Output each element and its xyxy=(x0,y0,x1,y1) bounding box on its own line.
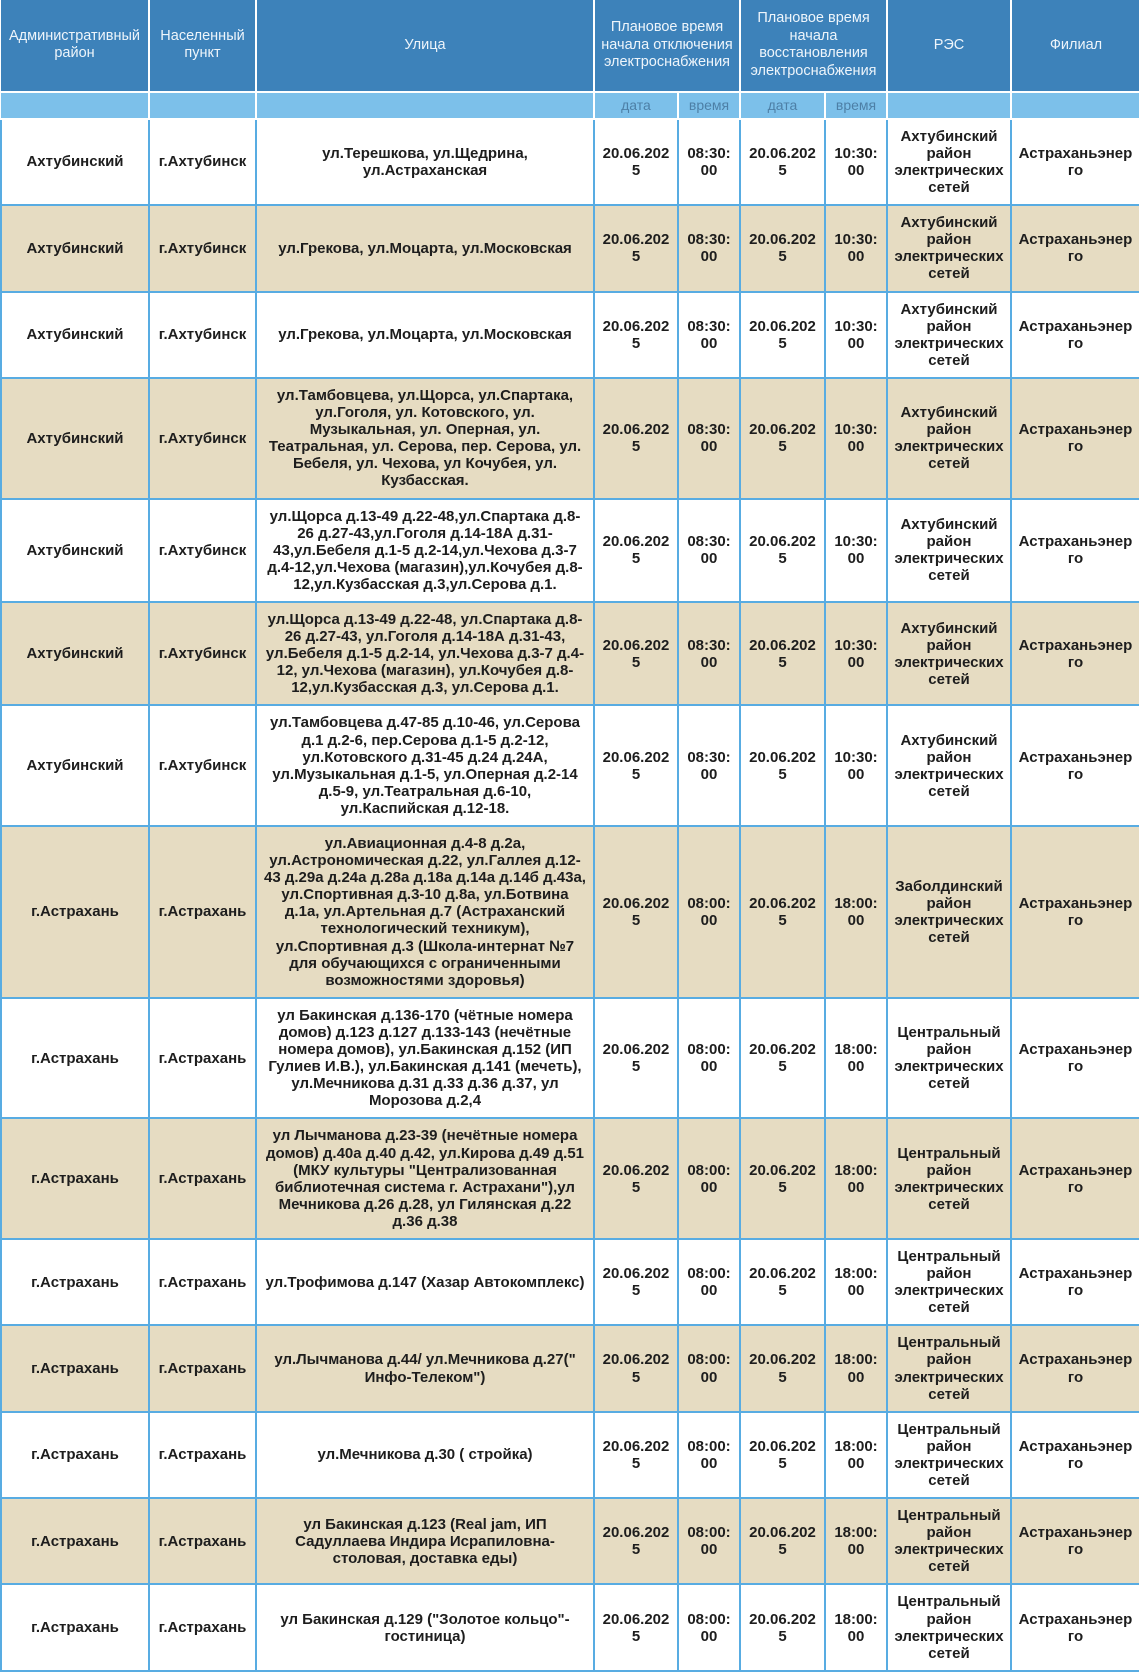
cell-off-date: 20.06.2025 xyxy=(594,499,678,602)
cell-off-date: 20.06.2025 xyxy=(594,119,678,205)
cell-off-time: 08:00:00 xyxy=(678,1239,740,1325)
subheader-row xyxy=(1,92,1139,119)
cell-rest-time: 18:00:00 xyxy=(825,1584,887,1670)
table-row xyxy=(1,705,1139,826)
cell-branch: Астраханьэнерго xyxy=(1011,1584,1139,1670)
cell-off-time: 08:00:00 xyxy=(678,1412,740,1498)
cell-street: ул.Щорса д.13-49 д.22-48, ул.Спартака д.8-26 д.27-43, ул.Гоголя д.14-18А д.31-43, ул.Бебеля д.1-5 д.2-14, ул.Чехова д.3-7 д.4-12, ул.Чехова (магазин), ул.Кочубея д.8-12,ул.Кузбасская д.3, ул.Серова д.1. xyxy=(256,602,594,705)
cell-off-time: 08:30:00 xyxy=(678,378,740,499)
cell-district: г.Астрахань xyxy=(1,998,149,1119)
cell-off-time: 08:00:00 xyxy=(678,1498,740,1584)
table-row xyxy=(1,499,1139,602)
cell-res: Ахтубинский район электрических сетей xyxy=(887,705,1011,826)
cell-res: Центральный район электрических сетей xyxy=(887,1498,1011,1584)
cell-res: Ахтубинский район электрических сетей xyxy=(887,378,1011,499)
cell-res: Центральный район электрических сетей xyxy=(887,998,1011,1119)
subheader-empty xyxy=(887,92,1011,119)
subheader-off-date: дата xyxy=(594,92,678,119)
cell-settlement: г.Ахтубинск xyxy=(149,602,256,705)
col-outage-start: Плановое время начала отключения электроснабжения xyxy=(594,0,740,92)
cell-rest-time: 10:30:00 xyxy=(825,119,887,205)
cell-rest-time: 10:30:00 xyxy=(825,378,887,499)
cell-res: Ахтубинский район электрических сетей xyxy=(887,602,1011,705)
cell-settlement: г.Ахтубинск xyxy=(149,292,256,378)
cell-off-date: 20.06.2025 xyxy=(594,1498,678,1584)
table-row xyxy=(1,998,1139,1119)
cell-rest-date: 20.06.2025 xyxy=(740,499,825,602)
cell-district: г.Астрахань xyxy=(1,826,149,998)
cell-street: ул.Щорса д.13-49 д.22-48,ул.Спартака д.8-26 д.27-43,ул.Гоголя д.14-18А д.31-43,ул.Бебеля д.1-5 д.2-14,ул.Чехова д.3-7 д.4-12,ул.Чехова (магазин),ул.Кочубея д.8-12,ул.Кузбасская д.3,ул.Серова д.1. xyxy=(256,499,594,602)
table-row xyxy=(1,1239,1139,1325)
cell-rest-date: 20.06.2025 xyxy=(740,1118,825,1239)
cell-settlement: г.Астрахань xyxy=(149,1412,256,1498)
cell-rest-time: 10:30:00 xyxy=(825,205,887,291)
cell-res: Центральный район электрических сетей xyxy=(887,1118,1011,1239)
cell-off-date: 20.06.2025 xyxy=(594,998,678,1119)
cell-off-date: 20.06.2025 xyxy=(594,826,678,998)
table-row xyxy=(1,826,1139,998)
cell-district: г.Астрахань xyxy=(1,1325,149,1411)
cell-branch: Астраханьэнерго xyxy=(1011,499,1139,602)
cell-off-time: 08:00:00 xyxy=(678,998,740,1119)
cell-off-time: 08:00:00 xyxy=(678,1584,740,1670)
cell-rest-date: 20.06.2025 xyxy=(740,1498,825,1584)
cell-branch: Астраханьэнерго xyxy=(1011,602,1139,705)
cell-off-time: 08:30:00 xyxy=(678,705,740,826)
cell-res: Ахтубинский район электрических сетей xyxy=(887,292,1011,378)
table-row xyxy=(1,292,1139,378)
cell-off-date: 20.06.2025 xyxy=(594,1239,678,1325)
cell-street: ул.Тамбовцева д.47-85 д.10-46, ул.Серова д.1 д.2-6, пер.Серова д.1-5 д.2-12, ул.Котовского д.31-45 д.24 д.24А, ул.Музыкальная д.1-5, ул.Оперная д.2-14 д.5-9, ул.Театральная д.6-10, ул.Каспийская д.12-18. xyxy=(256,705,594,826)
cell-street: ул.Авиационная д.4-8 д.2а, ул.Астрономическая д.22, ул.Галлея д.12-43 д.29а д.24а д.28а д.18а д.14а д.14б д.43а, ул.Спортивная д.3-10 д.8а, ул.Ботвина д.1а, ул.Артельная д.7 (Астраханский технологический техникум), ул.Спортивная д.3 (Школа-интернат №7 для обучающихся с ограниченными возможностями здоровья) xyxy=(256,826,594,998)
cell-street: ул.Тамбовцева, ул.Щорса, ул.Спартака, ул.Гоголя, ул. Котовского, ул. Музыкальная, ул. Оперная, ул. Театральная, ул. Серова, пер. Серова, ул. Бебеля, ул. Чехова, ул Кочубея, ул. Кузбасская. xyxy=(256,378,594,499)
cell-settlement: г.Ахтубинск xyxy=(149,499,256,602)
cell-off-date: 20.06.2025 xyxy=(594,705,678,826)
table-row xyxy=(1,1325,1139,1411)
cell-rest-date: 20.06.2025 xyxy=(740,705,825,826)
cell-branch: Астраханьэнерго xyxy=(1011,1498,1139,1584)
cell-off-time: 08:30:00 xyxy=(678,205,740,291)
subheader-empty xyxy=(1011,92,1139,119)
cell-off-time: 08:30:00 xyxy=(678,119,740,205)
subheader-empty xyxy=(149,92,256,119)
cell-district: Ахтубинский xyxy=(1,119,149,205)
cell-rest-date: 20.06.2025 xyxy=(740,602,825,705)
cell-off-date: 20.06.2025 xyxy=(594,1325,678,1411)
cell-res: Заболдинский район электрических сетей xyxy=(887,826,1011,998)
cell-off-time: 08:30:00 xyxy=(678,602,740,705)
cell-rest-date: 20.06.2025 xyxy=(740,998,825,1119)
col-street: Улица xyxy=(256,0,594,92)
cell-district: г.Астрахань xyxy=(1,1118,149,1239)
cell-rest-time: 18:00:00 xyxy=(825,1239,887,1325)
cell-district: Ахтубинский xyxy=(1,292,149,378)
cell-settlement: г.Ахтубинск xyxy=(149,705,256,826)
cell-district: Ахтубинский xyxy=(1,602,149,705)
cell-off-date: 20.06.2025 xyxy=(594,1412,678,1498)
cell-branch: Астраханьэнерго xyxy=(1011,1239,1139,1325)
cell-res: Центральный район электрических сетей xyxy=(887,1325,1011,1411)
cell-district: Ахтубинский xyxy=(1,705,149,826)
table-row xyxy=(1,602,1139,705)
subheader-rest-date: дата xyxy=(740,92,825,119)
cell-rest-date: 20.06.2025 xyxy=(740,1239,825,1325)
cell-off-date: 20.06.2025 xyxy=(594,1584,678,1670)
cell-settlement: г.Астрахань xyxy=(149,1584,256,1670)
subheader-off-time: время xyxy=(678,92,740,119)
subheader-rest-time: время xyxy=(825,92,887,119)
cell-rest-date: 20.06.2025 xyxy=(740,378,825,499)
cell-branch: Астраханьэнерго xyxy=(1011,705,1139,826)
table-row xyxy=(1,1584,1139,1670)
col-settlement: Населенный пункт xyxy=(149,0,256,92)
cell-branch: Астраханьэнерго xyxy=(1011,119,1139,205)
cell-settlement: г.Астрахань xyxy=(149,1498,256,1584)
cell-rest-time: 18:00:00 xyxy=(825,826,887,998)
table-row xyxy=(1,1498,1139,1584)
cell-street: ул Бакинская д.129 ("Золотое кольцо"- гостиница) xyxy=(256,1584,594,1670)
cell-off-date: 20.06.2025 xyxy=(594,292,678,378)
cell-res: Центральный район электрических сетей xyxy=(887,1584,1011,1670)
table-body xyxy=(1,119,1139,1671)
cell-off-date: 20.06.2025 xyxy=(594,1118,678,1239)
cell-rest-time: 18:00:00 xyxy=(825,1498,887,1584)
subheader-empty xyxy=(1,92,149,119)
cell-off-time: 08:30:00 xyxy=(678,499,740,602)
col-restore-start: Плановое время начала восстановления электроснабжения xyxy=(740,0,887,92)
table-row xyxy=(1,1118,1139,1239)
table-row xyxy=(1,1412,1139,1498)
cell-district: Ахтубинский xyxy=(1,205,149,291)
cell-rest-time: 18:00:00 xyxy=(825,1118,887,1239)
cell-rest-date: 20.06.2025 xyxy=(740,1584,825,1670)
cell-rest-date: 20.06.2025 xyxy=(740,1412,825,1498)
cell-rest-time: 18:00:00 xyxy=(825,1325,887,1411)
cell-branch: Астраханьэнерго xyxy=(1011,998,1139,1119)
cell-rest-date: 20.06.2025 xyxy=(740,119,825,205)
cell-res: Ахтубинский район электрических сетей xyxy=(887,499,1011,602)
table-row xyxy=(1,205,1139,291)
cell-rest-time: 10:30:00 xyxy=(825,499,887,602)
cell-branch: Астраханьэнерго xyxy=(1011,1325,1139,1411)
cell-rest-time: 10:30:00 xyxy=(825,602,887,705)
cell-district: Ахтубинский xyxy=(1,499,149,602)
cell-off-time: 08:00:00 xyxy=(678,1325,740,1411)
cell-street: ул.Грекова, ул.Моцарта, ул.Московская xyxy=(256,292,594,378)
col-res: РЭС xyxy=(887,0,1011,92)
cell-street: ул Бакинская д.123 (Real jam, ИП Садуллаева Индира Исрапиловна- столовая, доставка еды) xyxy=(256,1498,594,1584)
cell-district: Ахтубинский xyxy=(1,378,149,499)
cell-res: Ахтубинский район электрических сетей xyxy=(887,205,1011,291)
cell-settlement: г.Астрахань xyxy=(149,1239,256,1325)
cell-branch: Астраханьэнерго xyxy=(1011,1118,1139,1239)
cell-branch: Астраханьэнерго xyxy=(1011,1412,1139,1498)
cell-branch: Астраханьэнерго xyxy=(1011,826,1139,998)
cell-off-date: 20.06.2025 xyxy=(594,205,678,291)
cell-settlement: г.Астрахань xyxy=(149,1325,256,1411)
cell-settlement: г.Астрахань xyxy=(149,1118,256,1239)
cell-rest-time: 10:30:00 xyxy=(825,292,887,378)
cell-settlement: г.Астрахань xyxy=(149,998,256,1119)
cell-district: г.Астрахань xyxy=(1,1412,149,1498)
cell-rest-time: 10:30:00 xyxy=(825,705,887,826)
col-branch: Филиал xyxy=(1011,0,1139,92)
subheader-empty xyxy=(256,92,594,119)
cell-branch: Астраханьэнерго xyxy=(1011,378,1139,499)
cell-district: г.Астрахань xyxy=(1,1498,149,1584)
cell-settlement: г.Ахтубинск xyxy=(149,119,256,205)
col-admin-district: Административный район xyxy=(1,0,149,92)
cell-rest-time: 18:00:00 xyxy=(825,998,887,1119)
cell-settlement: г.Ахтубинск xyxy=(149,378,256,499)
cell-branch: Астраханьэнерго xyxy=(1011,292,1139,378)
header-row xyxy=(1,0,1139,92)
cell-settlement: г.Ахтубинск xyxy=(149,205,256,291)
cell-street: ул.Мечникова д.30 ( стройка) xyxy=(256,1412,594,1498)
cell-rest-time: 18:00:00 xyxy=(825,1412,887,1498)
cell-off-time: 08:30:00 xyxy=(678,292,740,378)
cell-street: ул.Трофимова д.147 (Хазар Автокомплекс) xyxy=(256,1239,594,1325)
cell-res: Ахтубинский район электрических сетей xyxy=(887,119,1011,205)
cell-district: г.Астрахань xyxy=(1,1584,149,1670)
cell-rest-date: 20.06.2025 xyxy=(740,1325,825,1411)
cell-street: ул Бакинская д.136-170 (чётные номера домов) д.123 д.127 д.133-143 (нечётные номера домов), ул.Бакинская д.152 (ИП Гулиев И.В.), ул.Бакинская д.141 (мечеть), ул.Мечникова д.31 д.33 д.36 д.37, ул Морозова д.2,4 xyxy=(256,998,594,1119)
cell-off-date: 20.06.2025 xyxy=(594,378,678,499)
cell-street: ул.Терешкова, ул.Щедрина, ул.Астраханская xyxy=(256,119,594,205)
cell-street: ул Лычманова д.23-39 (нечётные номера домов) д.40а д.40 д.42, ул.Кирова д.49 д.51 (МКУ культуры "Централизованная библиотечная система г. Астрахани"),ул Мечникова д.26 д.28, ул Гилянская д.22 д.36 д.38 xyxy=(256,1118,594,1239)
cell-off-date: 20.06.2025 xyxy=(594,602,678,705)
table-row xyxy=(1,378,1139,499)
cell-rest-date: 20.06.2025 xyxy=(740,292,825,378)
cell-rest-date: 20.06.2025 xyxy=(740,205,825,291)
cell-district: г.Астрахань xyxy=(1,1239,149,1325)
cell-branch: Астраханьэнерго xyxy=(1011,205,1139,291)
cell-settlement: г.Астрахань xyxy=(149,826,256,998)
cell-res: Центральный район электрических сетей xyxy=(887,1239,1011,1325)
cell-street: ул.Грекова, ул.Моцарта, ул.Московская xyxy=(256,205,594,291)
table-row xyxy=(1,119,1139,205)
cell-off-time: 08:00:00 xyxy=(678,1118,740,1239)
table-header xyxy=(1,0,1139,119)
cell-street: ул.Лычманова д.44/ ул.Мечникова д.27(" Инфо-Телеком") xyxy=(256,1325,594,1411)
cell-off-time: 08:00:00 xyxy=(678,826,740,998)
cell-rest-date: 20.06.2025 xyxy=(740,826,825,998)
cell-res: Центральный район электрических сетей xyxy=(887,1412,1011,1498)
